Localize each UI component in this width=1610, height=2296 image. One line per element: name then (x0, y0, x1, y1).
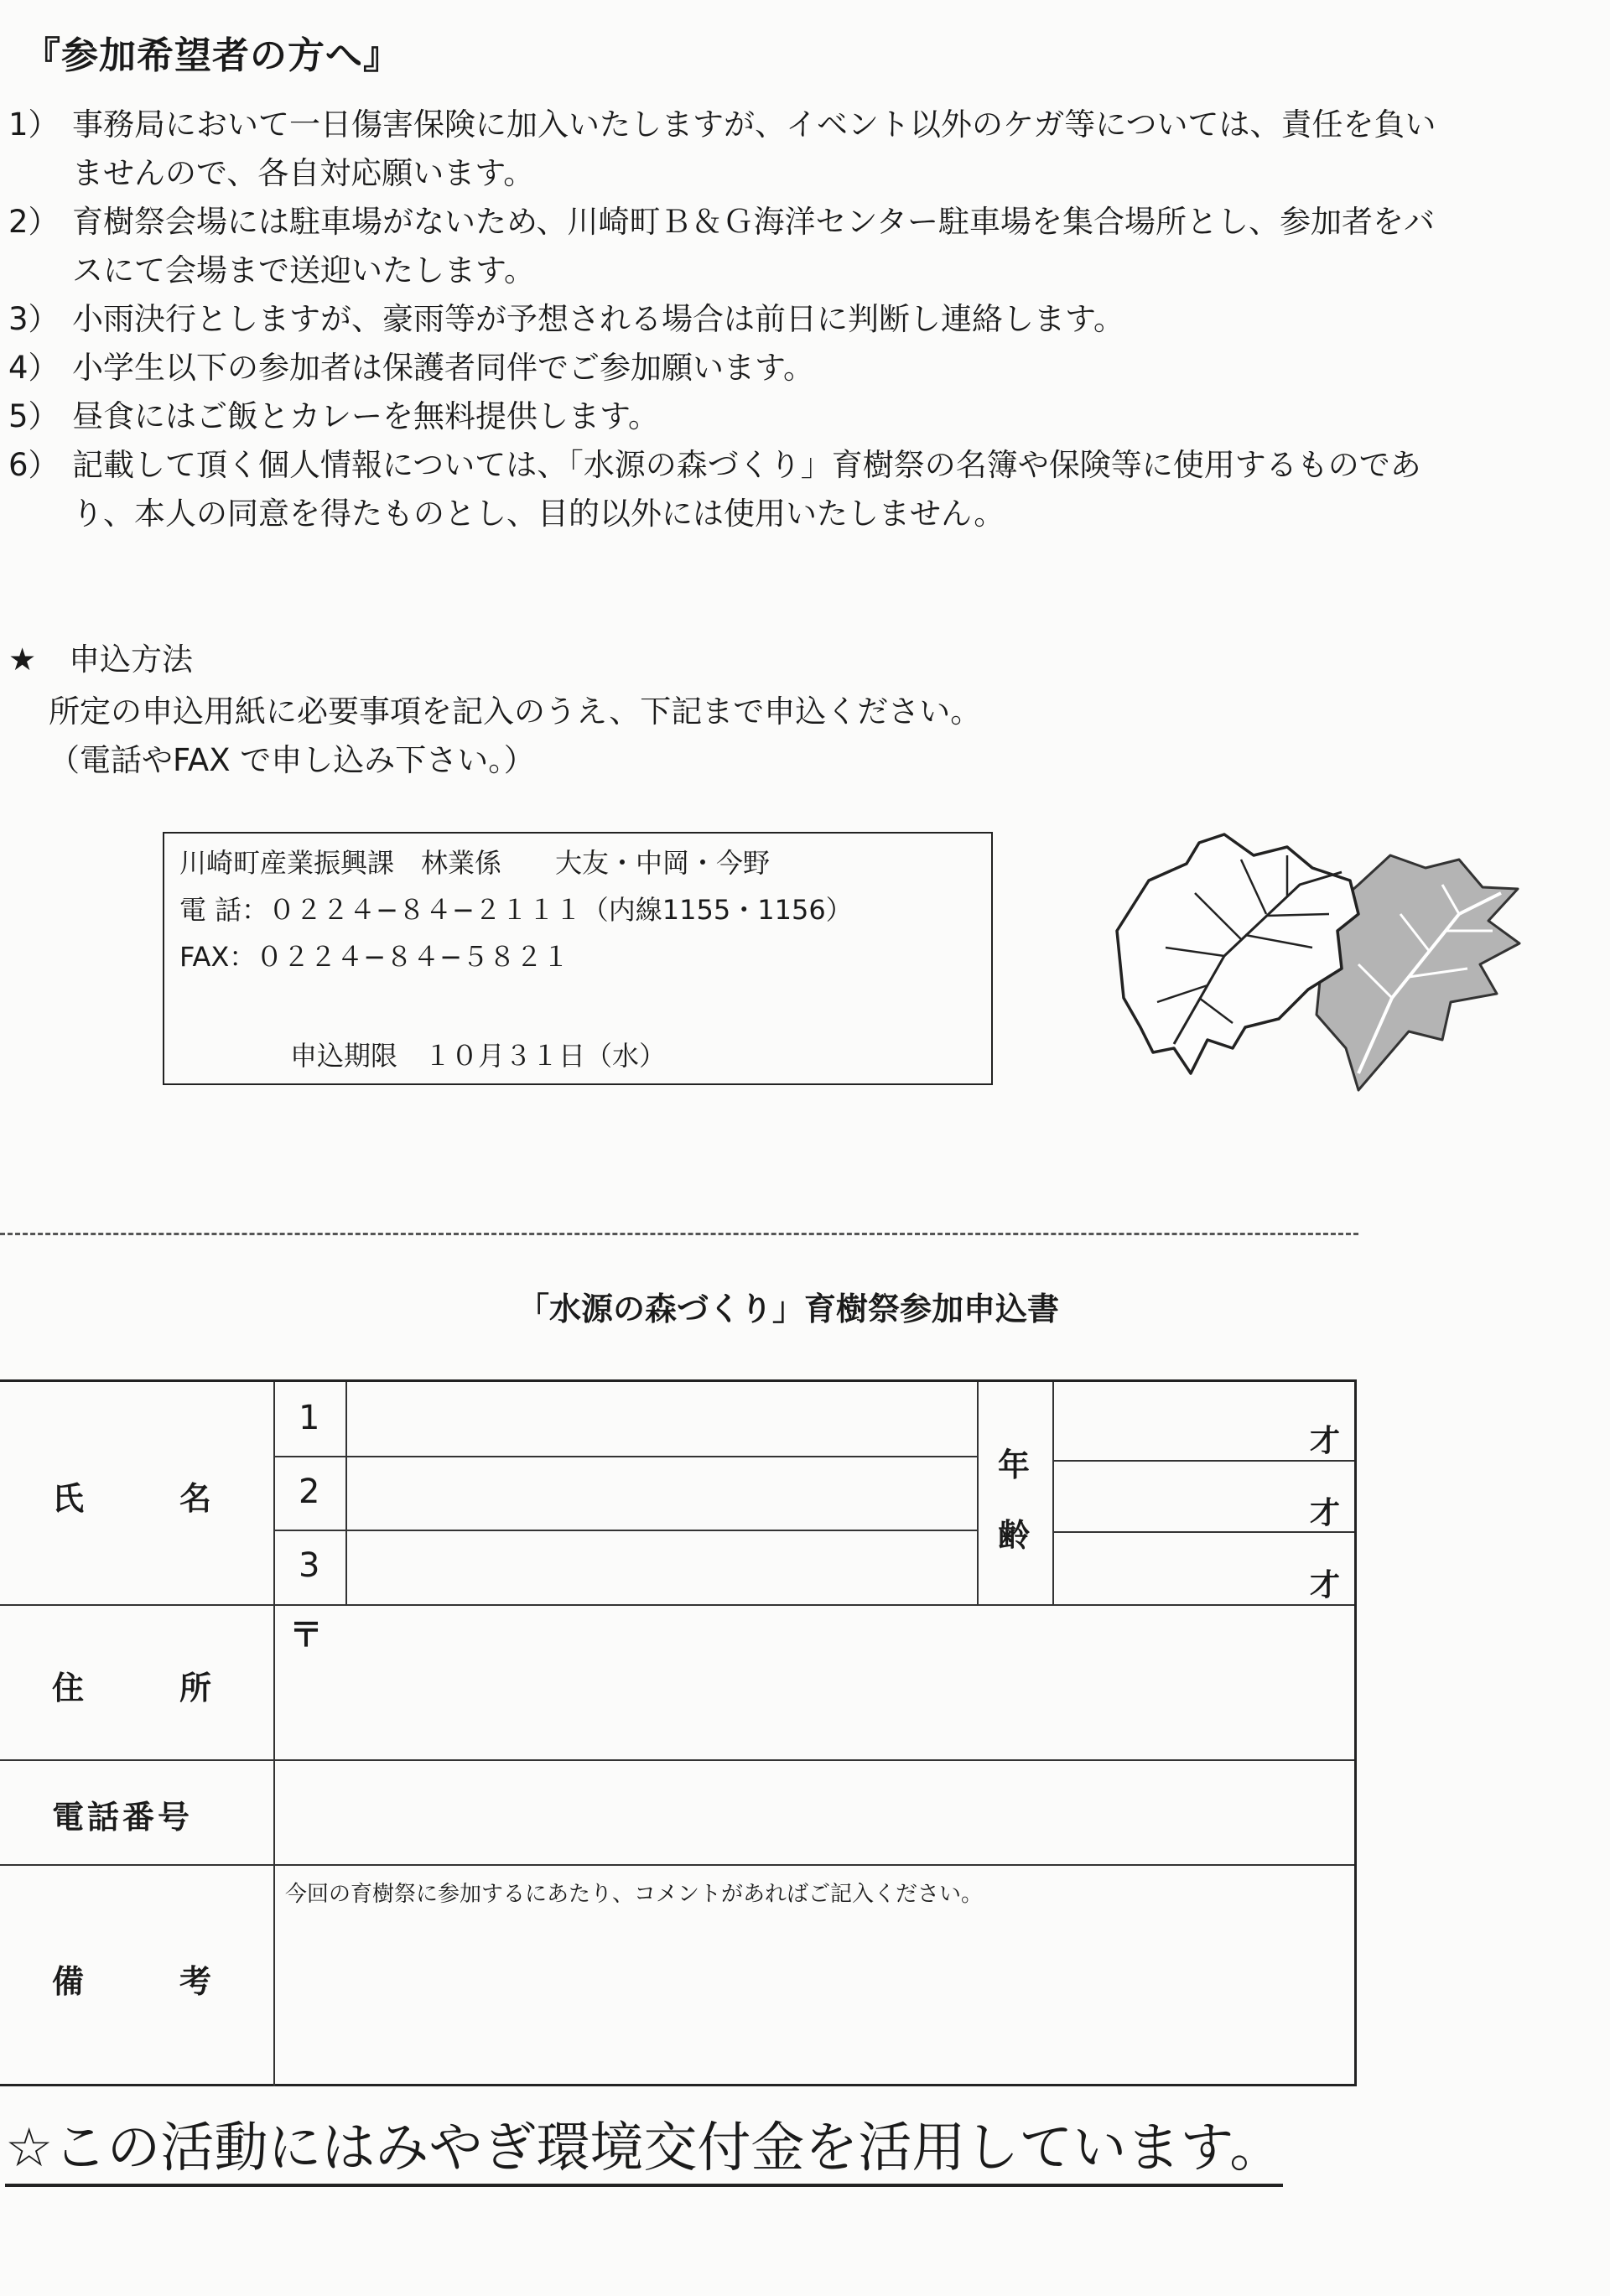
name-field-3[interactable] (347, 1531, 976, 1603)
notice-text (72, 441, 1585, 538)
age-field-1[interactable] (1054, 1384, 1352, 1459)
address-label: 住 所 (52, 1670, 212, 1706)
notice-text (72, 392, 1585, 441)
notice-number: 4） (8, 350, 60, 386)
notice-line: ませんので、各自対応願います。 (72, 155, 535, 191)
notice-number: 6） (8, 447, 60, 483)
contact-fax: FAX：０２２４−８４−５８２１ (179, 941, 569, 973)
age-field-3[interactable] (1054, 1533, 1352, 1603)
notice-line: 事務局において一日傷害保険に加入いたしますが、イベント以外のケガ等については、責任を負い (72, 106, 1436, 143)
footer-note: ☆この活動にはみやぎ環境交付金を活用しています。 (5, 2105, 1283, 2187)
notice-text (72, 344, 1585, 392)
remarks-hint: 今回の育樹祭に参加するにあたり、コメントがあればご記入ください。 (285, 1882, 984, 1907)
notice-item-2 (8, 198, 1585, 295)
name-number-1: 1 (299, 1399, 320, 1437)
leaf-illustration (1107, 822, 1526, 1099)
notice-number: 5） (8, 398, 60, 434)
notice-line: 記載して頂く個人情報については、「水源の森づくり」育樹祭の名簿や保険等に使用するものであ (72, 447, 1421, 483)
form-title: 「水源の森づくり」育樹祭参加申込書 (517, 1291, 1059, 1327)
remarks-label: 備 考 (52, 1963, 212, 2000)
notice-line: 育樹祭会場には駐車場がないため、川崎町Ｂ＆Ｇ海洋センター駐車場を集合場所とし、参加者をバ (72, 204, 1436, 240)
notice-item-4 (8, 344, 1585, 392)
method-line-1: 所定の申込用紙に必要事項を記入のうえ、下記まで申込ください。 (49, 693, 982, 730)
phone-field[interactable] (275, 1761, 1353, 1863)
notice-item-3 (8, 295, 1585, 344)
contact-office: 川崎町産業振興課 林業係 大友・中岡・今野 (179, 847, 771, 879)
contact-phone: 電 話：０２２４−８４−２１１１（内線1155・1156） (179, 894, 853, 926)
age-unit-3: 才 (1310, 1568, 1341, 1603)
method-title-text: 申込方法 (69, 642, 193, 678)
notice-text (72, 101, 1585, 198)
notice-number: 2） (8, 204, 60, 240)
notice-number: 1） (8, 106, 60, 143)
notice-line: 小学生以下の参加者は保護者同伴でご参加願います。 (72, 350, 815, 386)
notice-line: スにて会場まで送迎いたします。 (72, 252, 536, 288)
age-unit-2: 才 (1310, 1496, 1341, 1530)
contact-box (163, 832, 993, 1085)
notice-item-6 (8, 441, 1585, 538)
method-title (8, 634, 193, 679)
notice-text (72, 295, 1585, 344)
age-field-2[interactable] (1054, 1462, 1352, 1530)
name-label: 氏 名 (52, 1480, 212, 1517)
name-field-1[interactable] (347, 1384, 976, 1455)
notice-number: 3） (8, 301, 60, 337)
address-field[interactable] (275, 1606, 1353, 1758)
notice-text (72, 198, 1585, 295)
notice-line: 昼食にはご飯とカレーを無料提供します。 (72, 398, 660, 434)
notice-line: り、本人の同意を得たものとし、目的以外には使用いたしません。 (72, 496, 1005, 532)
age-label-2: 齢 (998, 1517, 1031, 1554)
name-number-2: 2 (299, 1473, 320, 1511)
notice-line: 小雨決行としますが、豪雨等が予想される場合は前日に判断し連絡します。 (72, 301, 1125, 337)
name-field-2[interactable] (347, 1457, 976, 1529)
remarks-field[interactable] (275, 1866, 1353, 2086)
application-form (0, 1379, 1357, 2086)
age-label-1: 年 (998, 1447, 1031, 1483)
star-icon: ★ (8, 642, 37, 678)
phone-label: 電話番号 (52, 1799, 194, 1836)
notice-item-5 (8, 392, 1585, 441)
age-unit-1: 才 (1310, 1424, 1341, 1458)
page-heading: 『参加希望者の方へ』 (23, 34, 401, 77)
notice-item-1 (8, 101, 1585, 198)
cut-line (0, 1233, 1358, 1235)
method-line-2: （電話やFAX で申し込み下さい。） (49, 742, 535, 778)
postal-mark: 〒 (289, 1616, 323, 1654)
contact-deadline: 申込期限 １０月３１日（水） (290, 1040, 667, 1072)
name-number-3: 3 (299, 1546, 320, 1585)
